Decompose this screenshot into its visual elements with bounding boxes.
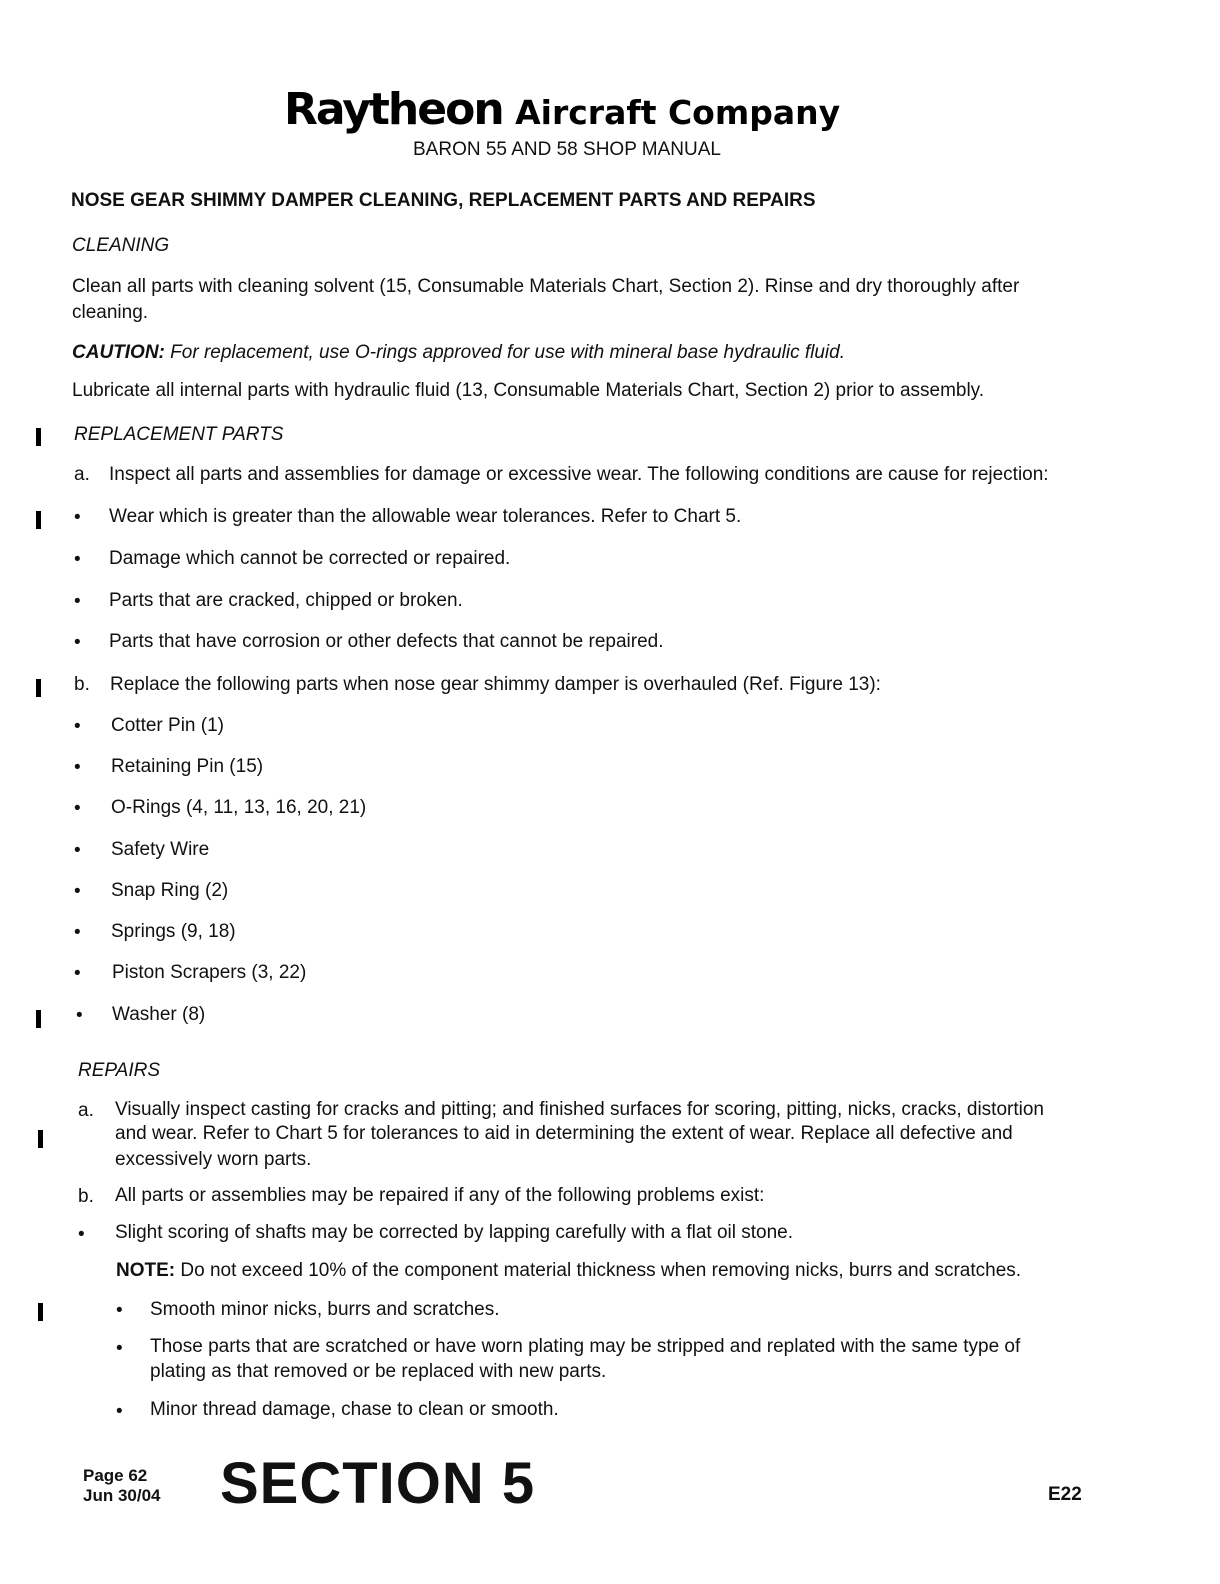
list-item: Piston Scrapers (3, 22): [112, 962, 307, 983]
list-item: Springs (9, 18): [111, 921, 236, 942]
repairs-a-marker: a.: [78, 1100, 94, 1121]
bullet-icon: •: [74, 881, 81, 902]
list-item: Wear which is greater than the allowable wear tolerances. Refer to Chart 5.: [109, 506, 742, 527]
lubricate-text: Lubricate all internal parts with hydraulic fluid (13, Consumable Materials Chart, Section 2) prior to assembly.: [72, 380, 985, 401]
list-item-continuation: plating as that removed or be replaced with new parts.: [150, 1361, 607, 1382]
bullet-icon: •: [74, 549, 81, 570]
bullet-icon: •: [116, 1401, 123, 1422]
replacement-b-text: Replace the following parts when nose gear shimmy damper is overhauled (Ref. Figure 13):: [110, 674, 881, 695]
replacement-b-marker: b.: [74, 674, 90, 695]
bullet-icon: •: [74, 632, 81, 653]
cleaning-heading: CLEANING: [72, 235, 170, 256]
change-bar: [36, 679, 41, 697]
bullet-icon: •: [74, 963, 81, 984]
company-logo: [284, 84, 840, 135]
bullet-icon: •: [74, 716, 81, 737]
bullet-icon: •: [76, 1005, 83, 1026]
replacement-a-marker: a.: [74, 464, 90, 485]
list-item: Cotter Pin (1): [111, 715, 224, 736]
section-label: SECTION 5: [220, 1451, 536, 1516]
list-item: Snap Ring (2): [111, 880, 229, 901]
manual-title: BARON 55 AND 58 SHOP MANUAL: [413, 139, 721, 160]
caution-text: For replacement, use O-rings approved for use with mineral base hydraulic fluid.: [164, 342, 845, 363]
list-item: Those parts that are scratched or have worn plating may be stripped and replated with the same type of: [150, 1336, 1021, 1357]
list-item: Parts that have corrosion or other defects that cannot be repaired.: [109, 631, 664, 652]
change-bar: [38, 1130, 43, 1148]
bullet-icon: •: [74, 798, 81, 819]
list-item: O-Rings (4, 11, 13, 16, 20, 21): [111, 797, 367, 818]
bullet-icon: •: [74, 591, 81, 612]
bullet-icon: •: [78, 1224, 85, 1245]
caution-line: [72, 342, 845, 364]
replacement-a-text: Inspect all parts and assemblies for damage or excessive wear. The following conditions are cause for rejection:: [109, 464, 1049, 485]
page-title: NOSE GEAR SHIMMY DAMPER CLEANING, REPLACEMENT PARTS AND REPAIRS: [71, 190, 816, 211]
note-label: NOTE:: [116, 1260, 176, 1281]
change-bar: [38, 1303, 43, 1321]
repairs-b-marker: b.: [78, 1186, 94, 1207]
repairs-a-line1: Visually inspect casting for cracks and pitting; and finished surfaces for scoring, pitting, nicks, cracks, distortion: [115, 1099, 1044, 1120]
change-bar: [36, 428, 41, 446]
bullet-icon: •: [74, 840, 81, 861]
list-item: Smooth minor nicks, burrs and scratches.: [150, 1299, 500, 1320]
note-text: Do not exceed 10% of the component material thickness when removing nicks, burrs and scratches.: [175, 1260, 1022, 1281]
list-item: Retaining Pin (15): [111, 756, 264, 777]
repairs-a-line2: and wear. Refer to Chart 5 for tolerances to aid in determining the extent of wear. Replace all defective and: [115, 1123, 1013, 1144]
page-number: Page 62: [83, 1466, 148, 1485]
replacement-heading: REPLACEMENT PARTS: [74, 424, 284, 445]
list-item: Safety Wire: [111, 839, 210, 860]
cleaning-para-line1: Clean all parts with cleaning solvent (15, Consumable Materials Chart, Section 2). Rinse and dry thoroughly after: [72, 276, 1020, 297]
bullet-icon: •: [74, 922, 81, 943]
repairs-heading: REPAIRS: [78, 1060, 161, 1081]
page-date: Jun 30/04: [83, 1486, 161, 1505]
company-name: Aircraft Company: [515, 93, 841, 132]
bullet-icon: •: [74, 757, 81, 778]
caution-label: CAUTION:: [72, 342, 165, 363]
page-code: E22: [1048, 1484, 1082, 1505]
list-item: Parts that are cracked, chipped or broken.: [109, 590, 463, 611]
list-item: Minor thread damage, chase to clean or smooth.: [150, 1399, 559, 1420]
repairs-a-line3: excessively worn parts.: [115, 1149, 312, 1170]
repairs-b-text: All parts or assemblies may be repaired if any of the following problems exist:: [115, 1185, 765, 1206]
bullet-icon: •: [116, 1300, 123, 1321]
bullet-icon: •: [74, 507, 81, 528]
note-line: [116, 1260, 1021, 1282]
list-item: Washer (8): [112, 1004, 206, 1025]
cleaning-para-line2: cleaning.: [72, 302, 149, 323]
change-bar: [36, 1010, 41, 1028]
list-item: Slight scoring of shafts may be corrected by lapping carefully with a flat oil stone.: [115, 1222, 794, 1243]
list-item: Damage which cannot be corrected or repaired.: [109, 548, 511, 569]
bullet-icon: •: [116, 1338, 123, 1359]
brand-name: Raytheon: [284, 84, 503, 135]
change-bar: [36, 511, 41, 529]
